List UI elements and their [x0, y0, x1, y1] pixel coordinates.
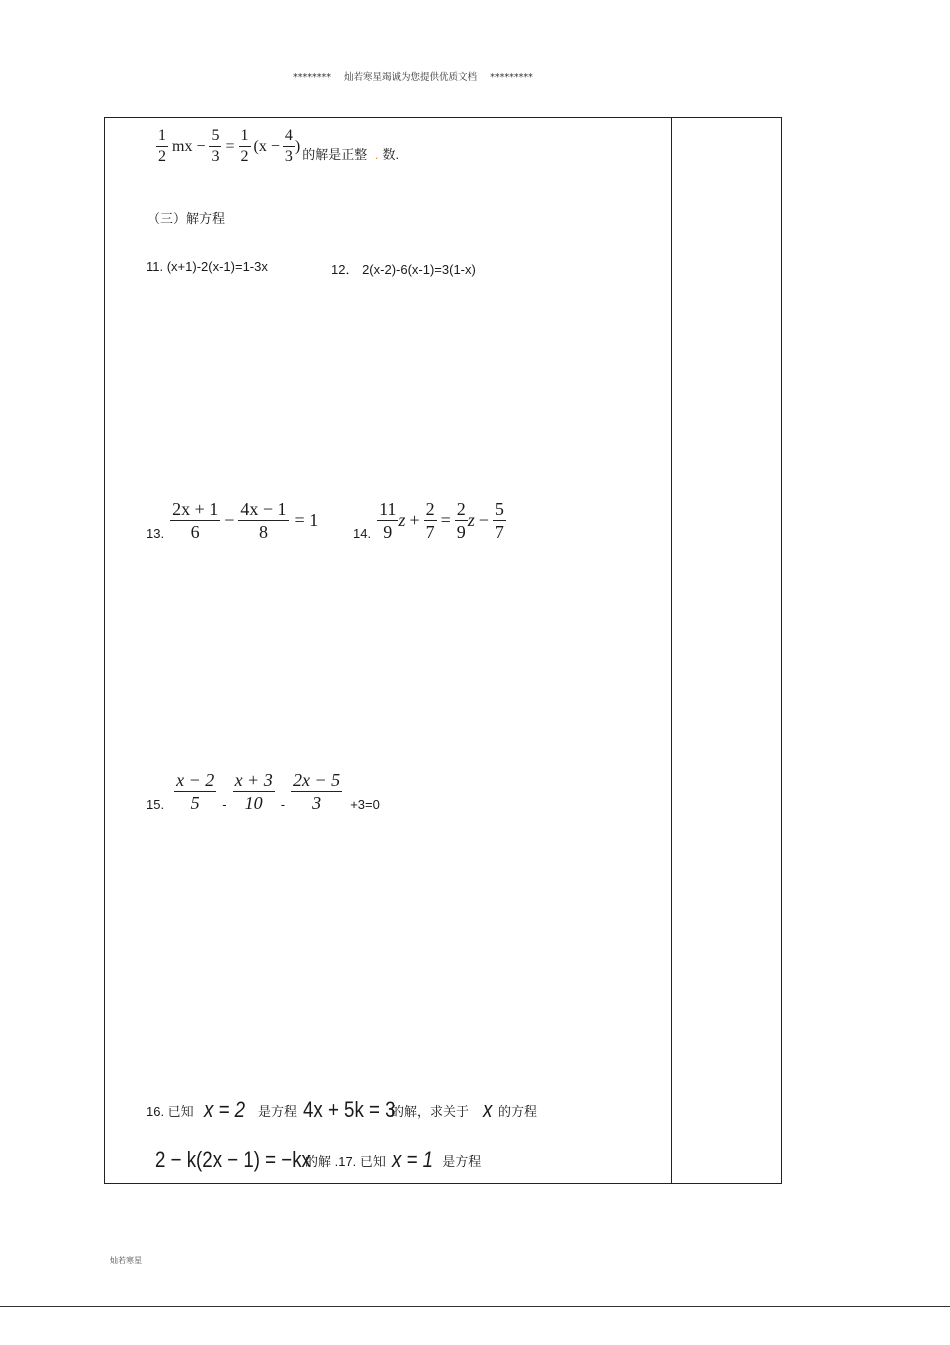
q14-op-2: − — [478, 510, 489, 530]
q14-var-2: z — [467, 510, 475, 530]
q13-rhs: = 1 — [294, 510, 319, 530]
q13-fraction-1: $\frac{2x + 1}{6}$ — [172, 499, 219, 542]
header-title: 灿若寒星竭诚为您提供优质文档 — [344, 72, 478, 83]
q16-eq-4: x = 1 — [391, 1147, 433, 1172]
q15-tail: +3=0 — [350, 797, 380, 812]
q10-paren-close: ) — [294, 137, 301, 155]
q10-fraction-3: $\frac{1}{2}$ — [240, 127, 249, 165]
q16-var: x — [483, 1097, 493, 1122]
q10-equation-line — [156, 128, 399, 165]
q14-label: 14. — [353, 526, 372, 541]
q14-equals: = — [440, 510, 451, 530]
footer-rule — [0, 1306, 950, 1307]
q10-paren-open: (x − — [253, 137, 280, 155]
question-14 — [353, 500, 506, 541]
q16-eq-3: 2 − k(2x − 1) = −kx — [155, 1147, 311, 1172]
q13-op: − — [224, 510, 235, 530]
q16-eq-2: 4x + 5k = 3 — [303, 1097, 396, 1122]
q10-tail-b: 数. — [382, 147, 400, 162]
q14-fraction-3: $\frac{2}{9}$ — [456, 499, 466, 542]
footer-text: 灿若寒星 — [110, 1256, 142, 1265]
question-12: 12． 2(x-2)-6(x-1)=3(1-x) — [331, 262, 476, 277]
q10-blank-dot: . — [374, 147, 379, 162]
q10-fraction-4: $\frac{4}{3}$ — [284, 127, 293, 165]
q10-op: − — [196, 137, 206, 155]
q13-label: 13. — [146, 526, 165, 541]
question-11: 11. (x+1)-2(x-1)=1-3x — [146, 259, 268, 274]
page-header — [293, 69, 543, 83]
q16-mid-3: 的方程 — [498, 1103, 538, 1119]
q14-fraction-2: $\frac{2}{7}$ — [425, 499, 435, 542]
q16-mid-2: 的解，求关于 — [391, 1103, 470, 1119]
q10-term: mx — [172, 137, 193, 155]
column-divider — [671, 118, 672, 1183]
q15-op-2: - — [280, 797, 286, 812]
q14-var-1: z — [398, 510, 406, 530]
q10-tail-a: 的解是正整 — [302, 147, 368, 162]
q15-fraction-3: $\frac{2x - 5}{3}$ — [293, 770, 341, 813]
q16-mid-5: 是方程 — [442, 1153, 482, 1169]
q10-fraction-2: $\frac{5}{3}$ — [211, 127, 220, 165]
q16-mid-4: 的解 .17. 已知 — [305, 1153, 386, 1169]
q15-fraction-2: $\frac{x + 3}{10}$ — [234, 770, 273, 813]
q14-fraction-4: $\frac{5}{7}$ — [494, 499, 504, 542]
question-15 — [146, 771, 380, 812]
section-title: （三）解方程 — [147, 211, 226, 226]
question-16-line-2 — [155, 1147, 481, 1173]
q13-fraction-2: $\frac{4x - 1}{8}$ — [240, 499, 287, 542]
header-right-stars: ********* — [490, 72, 533, 83]
header-left-stars: ******** — [293, 72, 331, 83]
question-16-line-1 — [146, 1097, 537, 1123]
q15-op-1: - — [222, 797, 227, 812]
q10-equals: = — [225, 137, 235, 155]
q16-eq-1: x = 2 — [203, 1097, 245, 1122]
q15-fraction-1: $\frac{x - 2}{5}$ — [176, 770, 215, 813]
q14-fraction-1: $\frac{11}{9}$ — [379, 499, 397, 542]
q14-op-1: + — [409, 510, 420, 530]
question-13 — [146, 500, 318, 541]
q16-prefix: 16. 已知 — [146, 1103, 194, 1119]
q16-mid-1: 是方程 — [258, 1103, 298, 1119]
q10-fraction-1: $\frac{1}{2}$ — [158, 127, 166, 165]
q15-label: 15. — [146, 797, 165, 812]
